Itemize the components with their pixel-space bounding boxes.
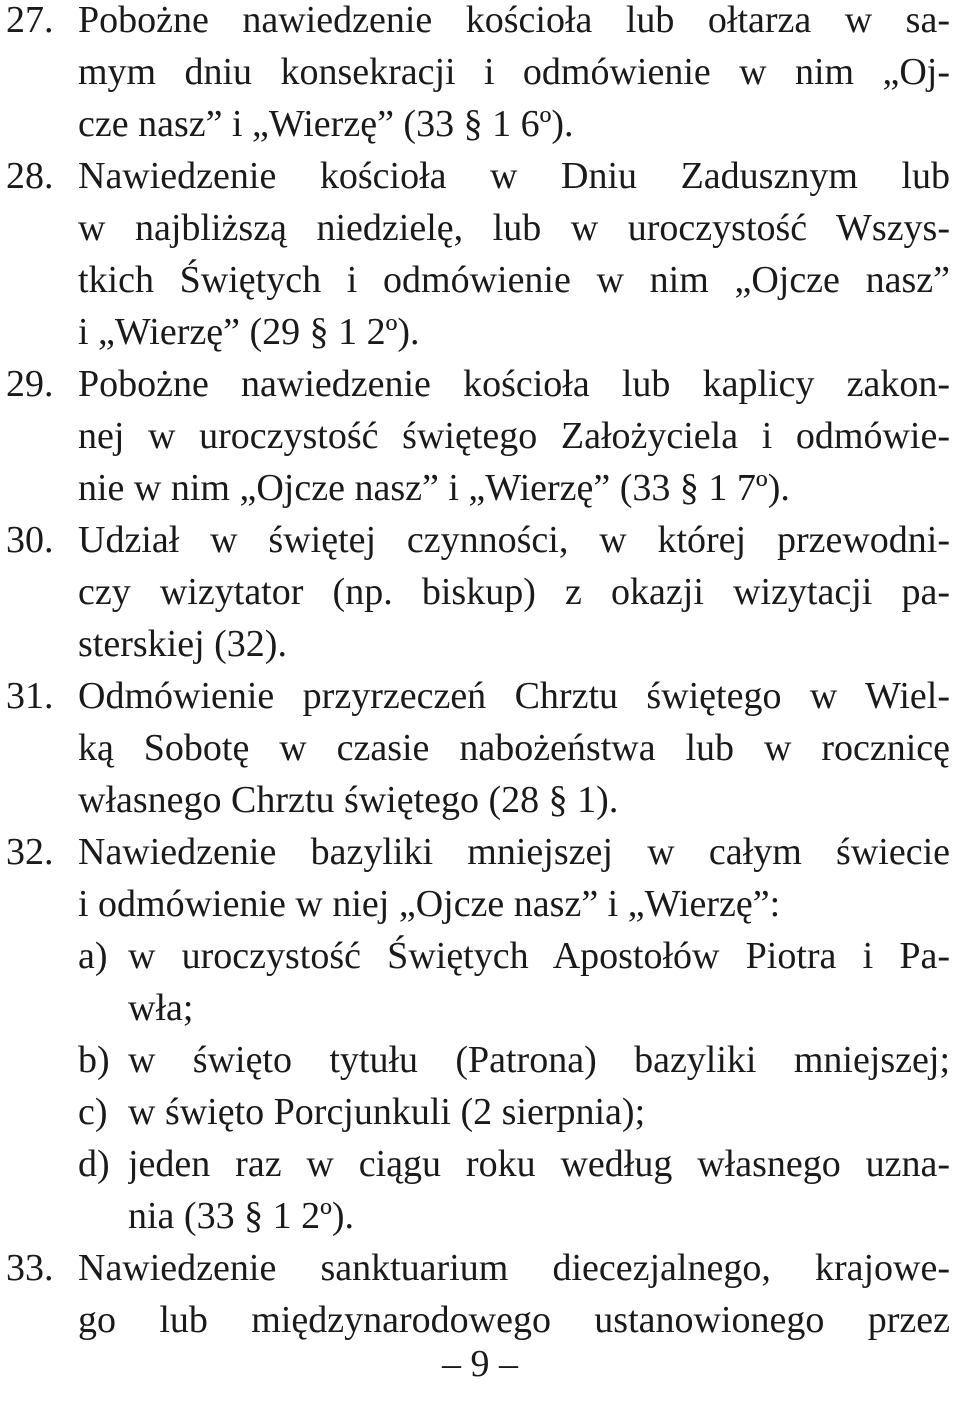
item-text-line: Pobożne nawiedzenie kościoła lub kaplicy zakon-: [78, 363, 950, 405]
list-item: [0, 514, 960, 566]
item-text-line: cze nasz” i „Wierzę” (33 § 1 6º).: [78, 103, 574, 145]
list-item-line: [0, 722, 960, 774]
list-item-line: [0, 98, 960, 150]
item-number: 28.: [6, 155, 54, 197]
item-text-line: czy wizytator (np. biskup) z okazji wizytacji pa-: [78, 571, 950, 613]
sub-item-text-line: w uroczystość Świętych Apostołów Piotra i Pa-: [128, 935, 950, 977]
list-item-line: [0, 46, 960, 98]
item-number: 27.: [6, 0, 54, 41]
list-item-line: [0, 202, 960, 254]
item-text-line: go lub międzynarodowego ustanowionego przez: [78, 1299, 950, 1341]
list-item-line: [0, 254, 960, 306]
list-item-line: [0, 410, 960, 462]
sub-item-text-line: wła;: [128, 987, 194, 1029]
item-number: 32.: [6, 831, 54, 873]
sub-item-text-line: jeden raz w ciągu roku według własnego uzna-: [128, 1143, 950, 1185]
sub-item-label: b): [78, 1039, 110, 1081]
sub-item-text-line: w święto tytułu (Patrona) bazyliki mniejszej;: [128, 1039, 950, 1081]
item-text-line: i odmówienie w niej „Ojcze nasz” i „Wierzę”:: [78, 883, 781, 925]
sub-item-label: d): [78, 1143, 110, 1185]
item-text-line: własnego Chrztu świętego (28 § 1).: [78, 779, 619, 821]
list-item-line: [0, 306, 960, 358]
list-item-line: [0, 566, 960, 618]
sub-item: [0, 1086, 960, 1138]
item-text-line: Nawiedzenie sanktuarium diecezjalnego, krajowe-: [78, 1247, 950, 1289]
list-item: [0, 150, 960, 202]
item-number: 29.: [6, 363, 54, 405]
sub-item-line: [0, 982, 960, 1034]
sub-item-line: [0, 1190, 960, 1242]
item-text-line: Udział w świętej czynności, w której przewodni-: [78, 519, 950, 561]
list-item: [0, 1242, 960, 1294]
item-text-line: ką Sobotę w czasie nabożeństwa lub w rocznicę: [78, 727, 950, 769]
list-item-line: [0, 774, 960, 826]
list-item-line: [0, 618, 960, 670]
list-item: [0, 358, 960, 410]
item-number: 31.: [6, 675, 54, 717]
item-text-line: w najbliższą niedzielę, lub w uroczystość Wszys-: [78, 207, 950, 249]
sub-item-text-line: nia (33 § 1 2º).: [128, 1195, 355, 1237]
sub-item-label: a): [78, 935, 108, 977]
page-number: – 9 –: [442, 1343, 518, 1385]
list-item: [0, 0, 960, 46]
item-text-line: Nawiedzenie bazyliki mniejszej w całym świecie: [78, 831, 950, 873]
item-text-line: Odmówienie przyrzeczeń Chrztu świętego w Wiel-: [78, 675, 950, 717]
sub-item-label: c): [78, 1091, 108, 1133]
item-text-line: mym dniu konsekracji i odmówienie w nim „Oj-: [78, 51, 950, 93]
list-item-line: [0, 462, 960, 514]
item-number: 33.: [6, 1247, 54, 1289]
item-text-line: Pobożne nawiedzenie kościoła lub ołtarza w sa-: [78, 0, 950, 41]
list-item-line: [0, 878, 960, 930]
item-text-line: sterskiej (32).: [78, 623, 287, 665]
item-number: 30.: [6, 519, 54, 561]
sub-item: [0, 1138, 960, 1190]
item-text-line: nej w uroczystość świętego Założyciela i odmówie-: [78, 415, 950, 457]
sub-item: [0, 930, 960, 982]
item-text-line: i „Wierzę” (29 § 1 2º).: [78, 311, 420, 353]
item-text-line: Nawiedzenie kościoła w Dniu Zadusznym lub: [78, 155, 950, 197]
sub-item: [0, 1034, 960, 1086]
item-text-line: nie w nim „Ojcze nasz” i „Wierzę” (33 § 1 7º).: [78, 467, 790, 509]
list-item: [0, 670, 960, 722]
sub-item-text-line: w święto Porcjunkuli (2 sierpnia);: [128, 1091, 646, 1133]
item-text-line: tkich Świętych i odmówienie w nim „Ojcze nasz”: [78, 259, 950, 301]
list-item: [0, 826, 960, 878]
